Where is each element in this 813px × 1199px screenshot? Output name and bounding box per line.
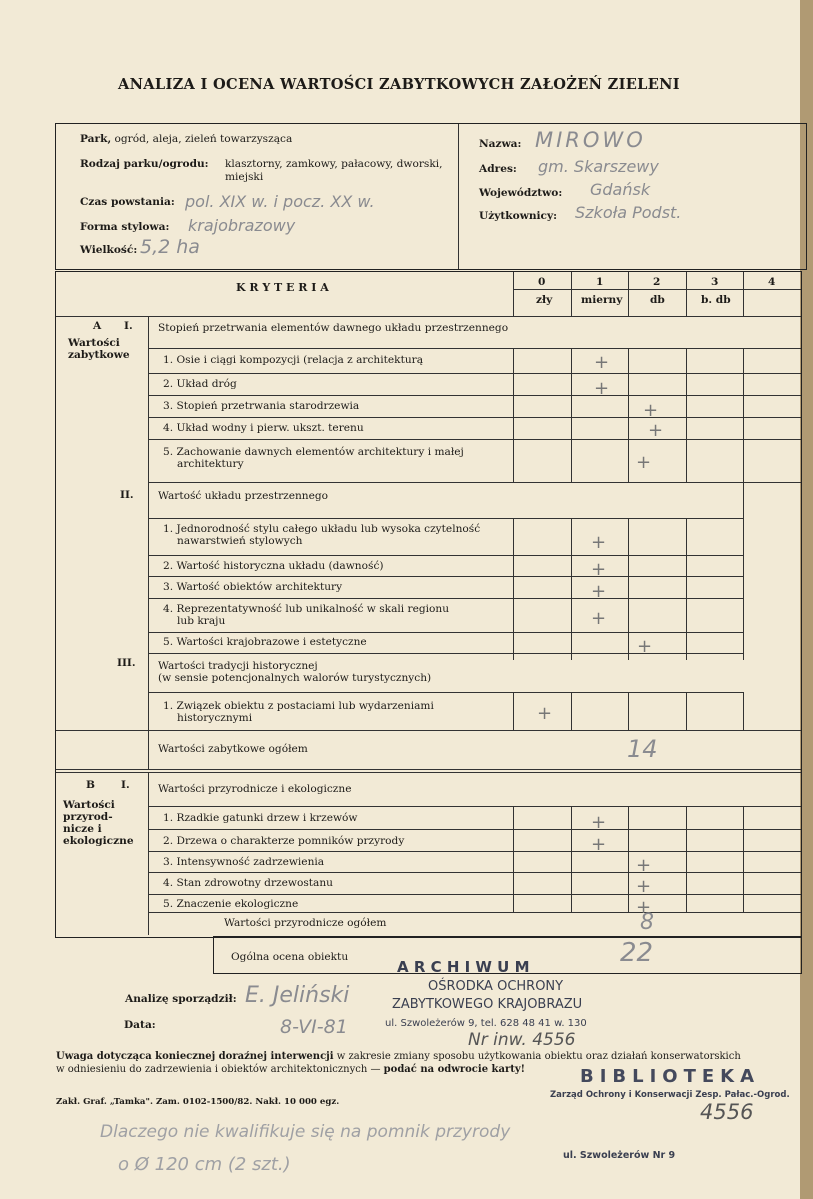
data-value: 8-VI-81	[280, 1016, 348, 1038]
a2-item-4-cont: lub kraju	[177, 615, 226, 627]
col-0-num: 0	[538, 276, 546, 288]
library-stamp-line-3: ul. Szwoleżerów Nr 9	[563, 1150, 676, 1161]
park-type-rest: ogród, aleja, zieleń towarzysząca	[111, 133, 293, 145]
forma-label: Forma stylowa:	[80, 221, 170, 233]
section-b-label-2: przyrod-	[63, 811, 113, 823]
group-1-title: Stopień przetrwania elementów dawnego układu przestrzennego	[158, 322, 509, 334]
a2-item-2: 2. Wartość historyczna układu (dawność)	[163, 560, 384, 572]
pencil-note-line-2: o Ø 120 cm (2 szt.)	[118, 1154, 291, 1175]
nazwa-value: MIROWO	[535, 128, 646, 152]
section-a-label-1: Wartości	[68, 337, 120, 349]
col-3-label: b. db	[701, 294, 731, 306]
a1-item-4: 4. Układ wodny i pierw. ukszt. terenu	[163, 422, 364, 434]
col-1-label: mierny	[581, 294, 623, 306]
a2-item-3-score-mark: +	[591, 581, 607, 602]
a3-item-1: 1. Związek obiektu z postaciami lub wydarzeniami	[163, 700, 434, 712]
col-1-num: 1	[596, 276, 604, 288]
a1-item-5-cont: architektury	[177, 458, 244, 470]
archive-stamp-line-4: ul. Szwoleżerów 9, tel. 628 48 41 w. 130	[385, 1018, 587, 1029]
section-a-roman-2: II.	[120, 489, 134, 501]
rodzaj-label: Rodzaj parku/ogrodu:	[80, 158, 209, 170]
adres-value: gm. Skarszewy	[538, 157, 659, 176]
a3-item-1-cont: historycznymi	[177, 712, 253, 724]
b-item-2: 2. Drzewa o charakterze pomników przyrody	[163, 835, 405, 847]
data-label: Data:	[124, 1019, 156, 1031]
czas-value: pol. XIX w. i pocz. XX w.	[185, 192, 375, 211]
col-4-num: 4	[768, 276, 776, 288]
adres-label: Adres:	[479, 163, 517, 175]
a2-item-4: 4. Reprezentatywność lub unikalność w skali regionu	[163, 603, 450, 615]
nazwa-label: Nazwa:	[479, 138, 522, 150]
b-item-1: 1. Rzadkie gatunki drzew i krzewów	[163, 812, 358, 824]
group-3-title: Wartości tradycji historycznej	[158, 660, 318, 672]
pencil-note-line-1: Dlaczego nie kwalifikuje się na pomnik przyrody	[100, 1122, 511, 1142]
uwaga-bold-1: Uwaga dotycząca koniecznej doraźnej interwencji	[56, 1051, 334, 1062]
a2-item-5: 5. Wartości krajobrazowe i estetyczne	[163, 636, 367, 648]
forma-value: krajobrazowy	[188, 216, 296, 235]
a2-item-1-score-mark: +	[591, 532, 607, 553]
section-b-label-3: nicze i	[63, 823, 102, 835]
library-stamp-number: 4556	[700, 1100, 754, 1124]
b-item-5-score-mark: +	[636, 897, 652, 918]
section-a-letter: A	[93, 320, 102, 332]
uwaga-line-2	[56, 1064, 525, 1076]
archive-stamp-line-2: OŚRODKA OCHRONY	[428, 979, 564, 994]
printer-info: Zakł. Graf. „Tamka". Zam. 0102-1500/82. Nakł. 10 000 egz.	[56, 1097, 340, 1107]
uzytkownicy-value: Szkoła Podst.	[575, 203, 682, 222]
section-b-label-4: ekologiczne	[63, 835, 134, 847]
overall-value: 22	[620, 938, 654, 968]
a2-item-5-score-mark: +	[637, 636, 653, 657]
section-a-total-label: Wartości zabytkowe ogółem	[158, 743, 308, 755]
rodzaj-options-2: miejski	[225, 171, 264, 183]
section-a-label-2: zabytkowe	[68, 349, 130, 361]
uwaga-line-1	[56, 1051, 741, 1063]
section-b-total-value: 8	[640, 910, 654, 935]
park-type-line	[80, 133, 292, 145]
b-item-3-score-mark: +	[636, 855, 652, 876]
a2-item-1-cont: nawarstwień stylowych	[177, 535, 303, 547]
analiza-value: E. Jeliński	[245, 983, 350, 1008]
b-item-5: 5. Znaczenie ekologiczne	[163, 898, 299, 910]
form-title: ANALIZA I OCENA WARTOŚCI ZABYTKOWYCH ZAŁOŻEŃ ZIELENI	[118, 76, 680, 93]
col-2-label: db	[650, 294, 665, 306]
uwaga-bold-2: podać na odwrocie karty!	[383, 1064, 526, 1075]
uwaga-text-1: w zakresie zmiany sposobu użytkowania obiektu oraz działań konserwatorskich	[333, 1051, 741, 1062]
library-stamp-line-1: BIBLIOTEKA	[580, 1066, 761, 1087]
uzytkownicy-label: Użytkownicy:	[479, 210, 558, 222]
archive-stamp-line-1: A R C H I W U M	[397, 958, 530, 976]
a1-item-4-score-mark: +	[648, 420, 664, 441]
kryteria-header: K R Y T E R I A	[236, 281, 329, 294]
b-item-2-score-mark: +	[591, 834, 607, 855]
col-0-label: zły	[536, 294, 553, 306]
rodzaj-options: klasztorny, zamkowy, pałacowy, dworski,	[225, 158, 443, 170]
inventory-number: Nr inw. 4556	[468, 1030, 576, 1050]
a1-item-2: 2. Układ dróg	[163, 378, 237, 390]
section-b-roman: I.	[121, 779, 130, 791]
wojewodztwo-label: Województwo:	[479, 187, 563, 199]
a1-item-5: 5. Zachowanie dawnych elementów architektury i małej	[163, 446, 464, 458]
a2-item-3: 3. Wartość obiektów architektury	[163, 581, 343, 593]
czas-label: Czas powstania:	[80, 196, 175, 208]
group-2-title: Wartość układu przestrzennego	[158, 490, 329, 502]
a3-item-1-score-mark: +	[537, 703, 553, 724]
b-item-1-score-mark: +	[591, 812, 607, 833]
analiza-label: Analizę sporządził:	[125, 993, 237, 1005]
archive-stamp-line-3: ZABYTKOWEGO KRAJOBRAZU	[392, 997, 583, 1012]
a2-item-1: 1. Jednorodność stylu całego układu lub wysoka czytelność	[163, 523, 481, 535]
group-3-title-2: (w sensie potencjonalnych walorów turystycznych)	[158, 672, 432, 684]
section-b-letter: B	[86, 779, 95, 791]
section-a-roman: I.	[124, 320, 133, 332]
section-a-roman-3: III.	[117, 657, 136, 669]
b-item-4: 4. Stan zdrowotny drzewostanu	[163, 877, 333, 889]
wielkosc-value: 5,2 ha	[140, 236, 200, 258]
a1-item-1: 1. Osie i ciągi kompozycji (relacja z architekturą	[163, 354, 424, 366]
col-3-num: 3	[711, 276, 719, 288]
a1-item-3-score-mark: +	[643, 400, 659, 421]
library-stamp-line-2: Zarząd Ochrony i Konserwacji Zesp. Pałac.-Ogrod.	[550, 1090, 790, 1100]
col-2-num: 2	[653, 276, 661, 288]
uwaga-text-2: w odniesieniu do zadrzewienia i obiektów architektonicznych —	[56, 1064, 384, 1075]
section-b-total-label: Wartości przyrodnicze ogółem	[224, 917, 387, 929]
b-item-4-score-mark: +	[636, 876, 652, 897]
group-b-title: Wartości przyrodnicze i ekologiczne	[158, 783, 352, 795]
a1-item-2-score-mark: +	[594, 378, 610, 399]
a1-item-1-score-mark: +	[594, 352, 610, 373]
wojewodztwo-value: Gdańsk	[590, 180, 651, 199]
a1-item-5-score-mark: +	[636, 452, 652, 473]
b-item-3: 3. Intensywność zadrzewienia	[163, 856, 325, 868]
a1-item-3: 3. Stopień przetrwania starodrzewia	[163, 400, 360, 412]
wielkosc-label: Wielkość:	[80, 244, 138, 256]
a2-item-4-score-mark: +	[591, 608, 607, 629]
section-b-label-1: Wartości	[63, 799, 115, 811]
section-a-total-value: 14	[627, 735, 658, 763]
overall-label: Ogólna ocena obiektu	[231, 951, 349, 963]
park-type-selected: Park,	[80, 133, 112, 145]
a2-item-2-score-mark: +	[591, 559, 607, 580]
